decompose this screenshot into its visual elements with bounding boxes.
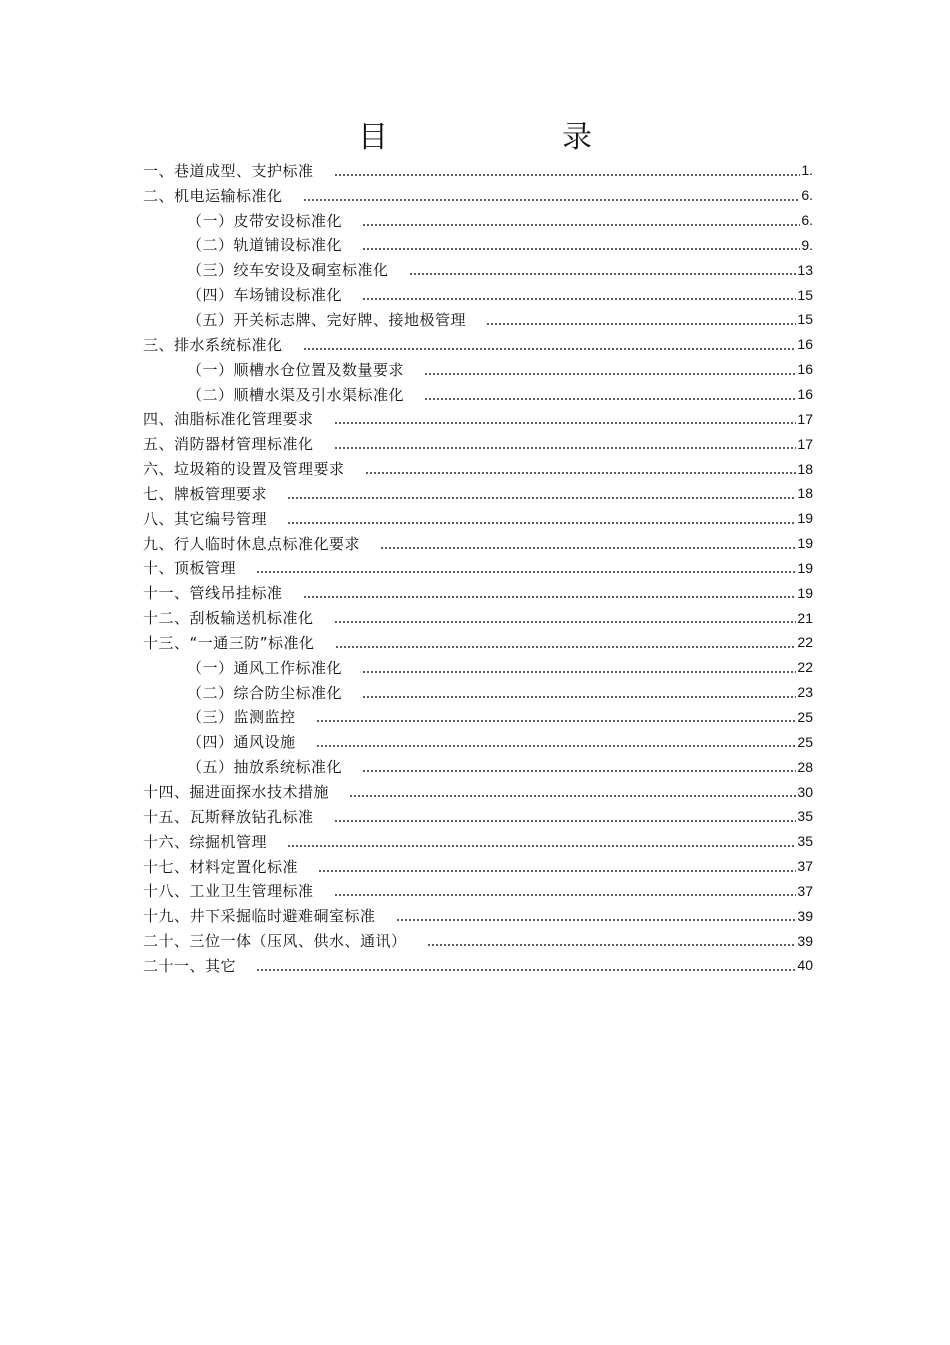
dot-leader: [362, 248, 800, 250]
dot-leader: [303, 596, 797, 598]
toc-entry-label: （二）综合防尘标准化: [187, 683, 343, 702]
toc-entry-label: （三）监测监控: [187, 708, 296, 727]
toc-entry-page-number: 15: [797, 311, 813, 328]
toc-entry[interactable]: [143, 953, 813, 978]
dot-leader: [486, 323, 796, 325]
toc-entry-page-number: 17: [797, 410, 813, 427]
toc-entry-label: 八、其它编号管理: [143, 509, 268, 528]
dot-leader: [380, 547, 796, 549]
toc-entry-page-number: 9 .: [800, 237, 813, 253]
toc-entry[interactable]: [143, 382, 813, 407]
toc-entry[interactable]: [143, 705, 813, 730]
toc-entry-page-number: 19: [797, 510, 813, 527]
toc-entry-page-number: 16: [797, 336, 813, 353]
dot-leader: [396, 919, 797, 921]
dot-leader: [334, 422, 797, 424]
dot-leader: [362, 224, 800, 226]
toc-entry-page-number: 19: [797, 584, 813, 601]
toc-entry[interactable]: [143, 754, 813, 779]
toc-entry[interactable]: [143, 903, 813, 928]
toc-entry[interactable]: [143, 481, 813, 506]
toc-entry-label: （五）抽放系统标准化: [187, 758, 343, 777]
dot-leader: [303, 348, 797, 350]
toc-entry-label: 九、行人临时休息点标准化要求: [143, 534, 361, 553]
toc-entry[interactable]: [143, 158, 813, 183]
dot-leader: [362, 770, 796, 772]
toc-entry-label: （一）通风工作标准化: [187, 658, 343, 677]
toc-entry-page-number: 17: [797, 435, 813, 452]
toc-entry[interactable]: [143, 406, 813, 431]
toc-entry-page-number: 37: [797, 882, 813, 899]
toc-entry-label: （二）顺槽水渠及引水渠标准化: [187, 385, 405, 404]
toc-entry[interactable]: [143, 655, 813, 680]
toc-entry-page-number: 37: [797, 858, 813, 875]
toc-entry-label: （四）通风设施: [187, 733, 296, 752]
toc-entry[interactable]: [143, 580, 813, 605]
toc-entry-label: 五、消防器材管理标准化: [143, 435, 314, 454]
toc-entry-label: 六、垃圾箱的设置及管理要求: [143, 460, 345, 479]
toc-entry-page-number: 6 .: [800, 187, 813, 203]
toc-entry-page-number: 35: [797, 833, 813, 850]
toc-entry[interactable]: [143, 680, 813, 705]
toc-entry-label: 十六、综掘机管理: [143, 832, 268, 851]
dot-leader: [318, 870, 796, 872]
toc-entry[interactable]: [143, 307, 813, 332]
dot-leader: [424, 373, 796, 375]
toc-entry-page-number: 40: [797, 957, 813, 974]
toc-entry[interactable]: [143, 829, 813, 854]
toc-entry[interactable]: [143, 605, 813, 630]
toc-entry-page-number: 30: [797, 783, 813, 800]
toc-entry-page-number: 21: [797, 609, 813, 626]
toc-entry-page-number: 13: [797, 261, 813, 278]
toc-entry-page-number: 16: [797, 386, 813, 403]
toc-entry[interactable]: [143, 928, 813, 953]
toc-entry[interactable]: [143, 257, 813, 282]
toc-entry[interactable]: [143, 233, 813, 258]
toc-entry-page-number: 1 .: [800, 162, 813, 178]
toc-entry-label: （三）绞车安设及硐室标准化: [187, 261, 389, 280]
dot-leader: [362, 696, 796, 698]
toc-entry-label: 十二、刮板输送机标准化: [143, 609, 314, 628]
dot-leader: [334, 820, 797, 822]
toc-entry-label: 二、机电运输标准化: [143, 186, 283, 205]
dot-leader: [427, 944, 797, 946]
toc-entry-page-number: 18: [797, 485, 813, 502]
dot-leader: [287, 845, 796, 847]
dot-leader: [362, 298, 796, 300]
toc-entry[interactable]: [143, 804, 813, 829]
toc-entry[interactable]: [143, 183, 813, 208]
dot-leader: [424, 398, 796, 400]
toc-entry[interactable]: [143, 506, 813, 531]
dot-leader: [334, 621, 797, 623]
dot-leader: [349, 795, 796, 797]
toc-entry-page-number: 15: [797, 286, 813, 303]
toc-entry-label: 三、排水系统标准化: [143, 335, 283, 354]
toc-entry-page-number: 22: [797, 659, 813, 676]
dot-leader: [409, 273, 797, 275]
toc-entry-label: 十八、工业卫生管理标准: [143, 882, 314, 901]
toc-entry-label: 七、牌板管理要求: [143, 484, 268, 503]
toc-entry-page-number: 28: [797, 758, 813, 775]
toc-entry-label: 十一、管线吊挂标准: [143, 584, 283, 603]
dot-leader: [287, 522, 796, 524]
dot-leader: [316, 745, 797, 747]
dot-leader: [334, 894, 797, 896]
toc-entry[interactable]: [143, 332, 813, 357]
toc-entry-page-number: 19: [797, 559, 813, 576]
toc-entry[interactable]: [143, 282, 813, 307]
toc-entry-label: （一）顺槽水仓位置及数量要求: [187, 360, 405, 379]
toc-entry-page-number: 39: [797, 932, 813, 949]
toc-entry[interactable]: [143, 854, 813, 879]
toc-entry-page-number: 23: [797, 684, 813, 701]
toc-title: 目 录: [358, 120, 664, 155]
toc-entry-label: 十三、“一通三防”标准化: [143, 633, 315, 652]
dot-leader: [287, 497, 796, 499]
toc-entry[interactable]: [143, 556, 813, 581]
dot-leader: [316, 720, 797, 722]
toc-entry-label: 十七、材料定置化标准: [143, 857, 299, 876]
dot-leader: [334, 447, 797, 449]
toc-list: [143, 158, 813, 978]
toc-entry-page-number: 22: [797, 634, 813, 651]
toc-entry-label: 四、油脂标准化管理要求: [143, 410, 314, 429]
toc-entry[interactable]: [143, 531, 813, 556]
dot-leader: [365, 472, 797, 474]
dot-leader: [334, 174, 801, 176]
toc-entry-page-number: 39: [797, 907, 813, 924]
toc-entry[interactable]: [143, 357, 813, 382]
toc-entry[interactable]: [143, 729, 813, 754]
dot-leader: [256, 969, 796, 971]
toc-entry-label: 二十、三位一体（压风、供水、通讯）: [143, 932, 407, 951]
toc-entry[interactable]: [143, 630, 813, 655]
dot-leader: [335, 646, 797, 648]
toc-entry[interactable]: [143, 208, 813, 233]
toc-entry-page-number: 25: [797, 733, 813, 750]
toc-entry-label: （五）开关标志牌、完好牌、接地极管理: [187, 310, 467, 329]
toc-entry-page-number: 6 .: [800, 212, 813, 228]
dot-leader: [256, 571, 796, 573]
toc-entry[interactable]: [143, 779, 813, 804]
toc-entry-label: （一）皮带安设标准化: [187, 211, 343, 230]
toc-entry[interactable]: [143, 431, 813, 456]
toc-entry-page-number: 18: [797, 460, 813, 477]
toc-entry-label: 十五、瓦斯释放钻孔标准: [143, 807, 314, 826]
dot-leader: [362, 671, 796, 673]
toc-entry-label: 十四、掘进面探水技术措施: [143, 783, 330, 802]
toc-entry-page-number: 25: [797, 708, 813, 725]
toc-entry-page-number: 19: [797, 535, 813, 552]
toc-entry-label: 十、顶板管理: [143, 559, 237, 578]
toc-entry-page-number: 35: [797, 808, 813, 825]
toc-entry[interactable]: [143, 456, 813, 481]
toc-entry-label: 十九、井下采掘临时避难硐室标准: [143, 907, 376, 926]
toc-entry-page-number: 16: [797, 361, 813, 378]
dot-leader: [303, 199, 801, 201]
toc-entry-label: （二）轨道铺设标准化: [187, 236, 343, 255]
toc-entry[interactable]: [143, 878, 813, 903]
toc-entry-label: 一、巷道成型、支护标准: [143, 161, 314, 180]
toc-entry-label: 二十一、其它: [143, 956, 237, 975]
toc-entry-label: （四）车场铺设标准化: [187, 286, 343, 305]
